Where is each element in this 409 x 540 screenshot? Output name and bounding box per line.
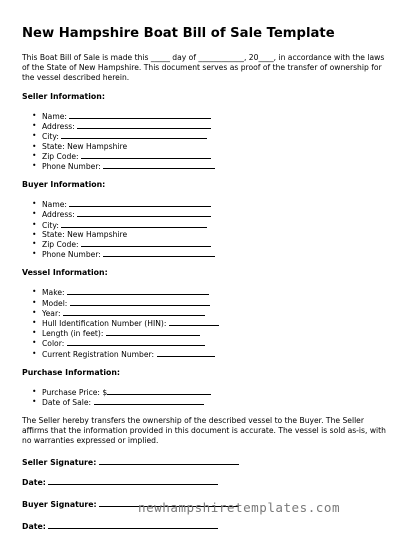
buyer-phone-field: • Phone Number:: [32, 249, 390, 259]
seller-heading: Seller Information:: [22, 92, 105, 101]
blank-line: [67, 338, 205, 346]
blank-line: [77, 209, 211, 217]
blank-line: [69, 199, 211, 207]
blank-line: [106, 328, 200, 336]
buyer-signature-line: Buyer Signature:: [22, 498, 390, 510]
blank-line: [63, 308, 205, 316]
buyer-fields: [22, 199, 390, 259]
blank-line: [103, 249, 215, 257]
seller-city-field: • City:: [32, 131, 390, 141]
vessel-registration-field: • Current Registration Number:: [32, 349, 390, 359]
seller-name-field: • Name:: [32, 111, 390, 121]
site-watermark: newhampshiretemplates.com: [138, 500, 341, 515]
blank-line: [107, 387, 211, 395]
seller-phone-field: • Phone Number:: [32, 161, 390, 171]
vessel-color-field: • Color:: [32, 338, 390, 348]
vessel-make-field: • Make:: [32, 287, 390, 297]
buyer-date-line: Date:: [22, 520, 390, 532]
seller-date-line: Date:: [22, 476, 390, 488]
vessel-hin-field: • Hull Identification Number (HIN):: [32, 318, 390, 328]
blank-line: [48, 520, 218, 529]
intro-paragraph: This Boat Bill of Sale is made this _____ day of ____________, 20____, in accordance with the laws of the State of New Hampshire. This document serves as proof of the transfer of ownership for the vessel described herein.: [22, 53, 385, 82]
buyer-heading: Buyer Information:: [22, 180, 106, 190]
seller-address-field: • Address:: [32, 121, 390, 131]
vessel-fields: [22, 287, 390, 358]
document-page: [22, 26, 390, 540]
vessel-year-field: • Year:: [32, 308, 390, 318]
purchase-date-field: • Date of Sale:: [32, 397, 390, 407]
blank-line: [94, 397, 204, 405]
blank-line: [70, 298, 210, 306]
blank-line: [61, 131, 207, 139]
purchase-price-field: • Purchase Price: $: [32, 387, 390, 397]
blank-line: [77, 121, 211, 129]
blank-line: [81, 239, 211, 247]
document-title: New Hampshire Boat Bill of Sale Template: [22, 26, 335, 41]
blank-line: [169, 318, 219, 326]
blank-line: [67, 287, 209, 295]
blank-line: [61, 220, 207, 228]
buyer-address-field: • Address:: [32, 209, 390, 219]
vessel-length-field: • Length (in feet):: [32, 328, 390, 338]
seller-state-field: • State: New Hampshire: [32, 142, 390, 151]
blank-line: [157, 349, 215, 357]
buyer-city-field: • City:: [32, 220, 390, 230]
vessel-model-field: • Model:: [32, 298, 390, 308]
purchase-fields: [22, 387, 390, 407]
vessel-heading: Vessel Information:: [22, 268, 108, 278]
blank-line: [103, 161, 215, 169]
blank-line: [99, 456, 239, 465]
seller-signature-line: Seller Signature:: [22, 456, 390, 468]
buyer-zip-field: • Zip Code:: [32, 239, 390, 249]
closing-paragraph: The Seller hereby transfers the ownership of the described vessel to the Buyer. The Seller affirms that the information provided in this document is accurate. The vessel is sold as-is, with no warranties expressed or implied.: [22, 416, 386, 446]
buyer-state-field: • State: New Hampshire: [32, 230, 390, 239]
buyer-name-field: • Name:: [32, 199, 390, 209]
blank-line: [81, 151, 211, 159]
blank-line: [69, 111, 211, 119]
seller-zip-field: • Zip Code:: [32, 151, 390, 161]
purchase-heading: Purchase Information:: [22, 367, 121, 377]
blank-line: [48, 476, 218, 485]
seller-fields: [22, 111, 390, 171]
